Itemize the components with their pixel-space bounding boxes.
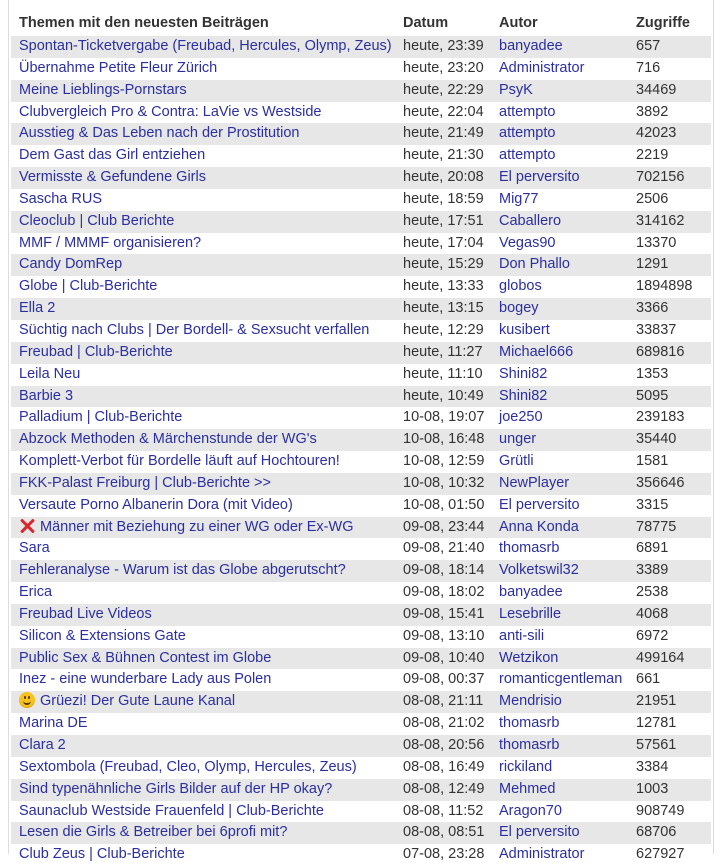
author-link[interactable]: anti-sili	[499, 627, 545, 644]
table-row	[11, 538, 711, 560]
views-cell: 716	[628, 58, 711, 80]
date-cell: 08-08, 20:56	[395, 735, 491, 757]
date-cell: heute, 23:39	[395, 36, 491, 58]
table-row	[11, 386, 711, 408]
topic-cell	[11, 582, 395, 604]
views-cell: 1894898	[628, 276, 711, 298]
author-link[interactable]: attempto	[499, 103, 556, 120]
author-cell	[491, 757, 628, 779]
date-cell: 09-08, 21:40	[395, 538, 491, 560]
author-link[interactable]: El perversito	[499, 169, 580, 186]
views-cell: 33837	[628, 320, 711, 342]
topic-link[interactable]: Globe | Club-Berichte	[19, 278, 158, 295]
topic-cell	[11, 648, 395, 670]
topic-cell	[11, 254, 395, 276]
author-cell	[491, 473, 628, 495]
table-row	[11, 779, 711, 801]
author-link[interactable]: thomasrb	[499, 715, 560, 732]
views-cell: 42023	[628, 123, 711, 145]
author-cell	[491, 691, 628, 713]
topic-cell	[11, 779, 395, 801]
table-row	[11, 429, 711, 451]
topic-cell	[11, 451, 395, 473]
author-link[interactable]: Lesebrille	[499, 605, 562, 622]
table-row	[11, 757, 711, 779]
views-cell: 2506	[628, 189, 711, 211]
topic-link[interactable]: Abzock Methoden & Märchenstunde der WG's	[19, 431, 317, 448]
table-row	[11, 691, 711, 713]
views-cell: 57561	[628, 735, 711, 757]
topic-cell	[11, 757, 395, 779]
table-row	[11, 582, 711, 604]
author-cell	[491, 669, 628, 691]
author-link[interactable]: unger	[499, 431, 537, 448]
views-cell: 78775	[628, 517, 711, 539]
views-cell: 499164	[628, 648, 711, 670]
author-link[interactable]: joe250	[499, 409, 543, 426]
date-cell: 08-08, 21:11	[395, 691, 491, 713]
author-cell	[491, 407, 628, 429]
author-link[interactable]: kusibert	[499, 321, 550, 338]
topic-cell	[11, 735, 395, 757]
topic-cell	[11, 822, 395, 844]
topic-link[interactable]: Inez - eine wunderbare Lady aus Polen	[19, 671, 272, 688]
date-cell: 08-08, 11:52	[395, 801, 491, 823]
author-cell	[491, 822, 628, 844]
date-cell: 10-08, 12:59	[395, 451, 491, 473]
author-link[interactable]: Anna Konda	[499, 518, 579, 535]
author-cell	[491, 517, 628, 539]
topic-link[interactable]: Freubad | Club-Berichte	[19, 343, 173, 360]
author-link[interactable]: El perversito	[499, 496, 580, 513]
date-cell: 10-08, 01:50	[395, 495, 491, 517]
topic-cell	[11, 691, 395, 713]
date-cell: 08-08, 21:02	[395, 713, 491, 735]
author-link[interactable]: globos	[499, 278, 542, 295]
views-cell: 5095	[628, 386, 711, 408]
topic-cell	[11, 473, 395, 495]
views-cell: 1003	[628, 779, 711, 801]
latest-topics-table	[11, 10, 711, 866]
header-date: Datum	[403, 15, 449, 31]
table-header-row	[11, 10, 711, 36]
table-row	[11, 407, 711, 429]
table-row	[11, 713, 711, 735]
author-cell	[491, 254, 628, 276]
topic-link[interactable]: Cleoclub | Club Berichte	[19, 212, 175, 229]
author-cell	[491, 145, 628, 167]
topic-link[interactable]: Clubvergleich Pro & Contra: LaVie vs Westside	[19, 103, 322, 120]
author-cell	[491, 58, 628, 80]
topic-cell	[11, 626, 395, 648]
views-cell: 702156	[628, 167, 711, 189]
date-cell: heute, 23:20	[395, 58, 491, 80]
author-cell	[491, 844, 628, 866]
views-cell: 68706	[628, 822, 711, 844]
date-cell: heute, 18:59	[395, 189, 491, 211]
topic-cell	[11, 102, 395, 124]
topic-link[interactable]: Männer mit Beziehung zu einer WG oder Ex-WG	[40, 518, 354, 535]
author-cell	[491, 801, 628, 823]
author-link[interactable]: Mehmed	[499, 780, 556, 797]
author-link[interactable]: El perversito	[499, 824, 580, 841]
author-link[interactable]: PsyK	[499, 81, 533, 98]
author-cell	[491, 735, 628, 757]
views-cell: 6891	[628, 538, 711, 560]
topic-link[interactable]: Süchtig nach Clubs | Der Bordell- & Sexsucht verfallen	[19, 321, 370, 338]
author-link[interactable]: Aragon70	[499, 802, 562, 819]
header-views: Zugriffe	[636, 15, 690, 31]
topic-link[interactable]: Komplett-Verbot für Bordelle läuft auf Hochtouren!	[19, 453, 340, 470]
topic-cell	[11, 145, 395, 167]
table-row	[11, 102, 711, 124]
topic-cell	[11, 604, 395, 626]
author-link[interactable]: Shini82	[499, 387, 548, 404]
topic-link[interactable]: Silicon & Extensions Gate	[19, 627, 186, 644]
author-link[interactable]: attempto	[499, 147, 556, 164]
topic-link[interactable]: Sara	[19, 540, 50, 557]
topic-link[interactable]: Leila Neu	[19, 365, 81, 382]
topic-link[interactable]: Clara 2	[19, 737, 66, 753]
views-cell: 314162	[628, 211, 711, 233]
date-cell: heute, 10:49	[395, 386, 491, 408]
author-link[interactable]: Administrator	[499, 846, 585, 863]
topic-link[interactable]: Vermisste & Gefundene Girls	[19, 169, 206, 186]
views-cell: 2219	[628, 145, 711, 167]
topic-link[interactable]: Sascha RUS	[19, 190, 103, 207]
table-row	[11, 626, 711, 648]
author-cell	[491, 36, 628, 58]
author-link[interactable]: thomasrb	[499, 737, 560, 753]
author-cell	[491, 211, 628, 233]
topic-link[interactable]: Marina DE	[19, 715, 88, 732]
topic-link[interactable]: Club Zeus | Club-Berichte	[19, 846, 185, 863]
views-cell: 6972	[628, 626, 711, 648]
topic-cell	[11, 189, 395, 211]
author-cell	[491, 167, 628, 189]
topic-link[interactable]: MMF / MMMF organisieren?	[19, 234, 202, 251]
author-link[interactable]: NewPlayer	[499, 474, 570, 491]
author-link[interactable]: bogey	[499, 300, 539, 317]
views-cell: 239183	[628, 407, 711, 429]
author-cell	[491, 604, 628, 626]
topic-link[interactable]: Erica	[19, 584, 53, 601]
author-link[interactable]: romanticgentleman	[499, 671, 623, 688]
topic-cell	[11, 80, 395, 102]
table-row	[11, 801, 711, 823]
author-cell	[491, 779, 628, 801]
views-cell: 657	[628, 36, 711, 58]
date-cell: 08-08, 16:49	[395, 757, 491, 779]
date-cell: heute, 21:49	[395, 123, 491, 145]
topic-link[interactable]: Dem Gast das Girl entziehen	[19, 147, 206, 164]
views-cell: 12781	[628, 713, 711, 735]
topic-link[interactable]: FKK-Palast Freiburg | Club-Berichte >>	[19, 474, 271, 491]
topic-cell	[11, 58, 395, 80]
table-row	[11, 844, 711, 866]
topic-cell	[11, 276, 395, 298]
topic-cell	[11, 407, 395, 429]
topic-cell	[11, 211, 395, 233]
topic-link[interactable]: Palladium | Club-Berichte	[19, 409, 183, 426]
date-cell: 09-08, 00:37	[395, 669, 491, 691]
date-cell: 09-08, 23:44	[395, 517, 491, 539]
date-cell: 09-08, 18:14	[395, 560, 491, 582]
author-link[interactable]: Shini82	[499, 365, 548, 382]
author-cell	[491, 451, 628, 473]
date-cell: 09-08, 18:02	[395, 582, 491, 604]
date-cell: 10-08, 10:32	[395, 473, 491, 495]
topic-cell	[11, 233, 395, 255]
author-link[interactable]: thomasrb	[499, 540, 560, 557]
author-link[interactable]: Volketswil32	[499, 562, 579, 579]
date-cell: heute, 22:29	[395, 80, 491, 102]
date-cell: heute, 15:29	[395, 254, 491, 276]
author-link[interactable]: Administrator	[499, 59, 585, 76]
topic-link[interactable]: Candy DomRep	[19, 256, 123, 273]
date-cell: heute, 17:04	[395, 233, 491, 255]
author-link[interactable]: Mig77	[499, 190, 539, 207]
author-link[interactable]: Caballero	[499, 212, 562, 229]
views-cell: 661	[628, 669, 711, 691]
smiley-icon	[19, 692, 35, 708]
table-row	[11, 80, 711, 102]
table-row	[11, 167, 711, 189]
date-cell: heute, 11:27	[395, 342, 491, 364]
table-row	[11, 254, 711, 276]
header-author: Autor	[499, 15, 538, 31]
table-row	[11, 495, 711, 517]
cross-mark-icon	[19, 518, 35, 534]
author-cell	[491, 560, 628, 582]
author-link[interactable]: attempto	[499, 125, 556, 142]
topic-cell	[11, 342, 395, 364]
table-row	[11, 364, 711, 386]
author-cell	[491, 495, 628, 517]
author-cell	[491, 298, 628, 320]
author-link[interactable]: Wetzikon	[499, 649, 559, 666]
topic-cell	[11, 386, 395, 408]
views-cell: 34469	[628, 80, 711, 102]
date-cell: 08-08, 12:49	[395, 779, 491, 801]
views-cell: 1291	[628, 254, 711, 276]
topic-link[interactable]: Ella 2	[19, 300, 56, 317]
topic-cell	[11, 320, 395, 342]
topic-cell	[11, 36, 395, 58]
views-cell: 13370	[628, 233, 711, 255]
views-cell: 1353	[628, 364, 711, 386]
table-row	[11, 822, 711, 844]
table-row	[11, 320, 711, 342]
topic-link[interactable]: Spontan-Ticketvergabe (Freubad, Hercules, Olymp, Zeus)	[19, 38, 392, 54]
author-link[interactable]: Don Phallo	[499, 256, 570, 273]
author-link[interactable]: Mendrisio	[499, 693, 562, 710]
views-cell: 3315	[628, 495, 711, 517]
author-link[interactable]: Vegas90	[499, 234, 556, 251]
table-row	[11, 211, 711, 233]
author-cell	[491, 582, 628, 604]
author-cell	[491, 386, 628, 408]
table-row	[11, 451, 711, 473]
views-cell: 689816	[628, 342, 711, 364]
author-link[interactable]: banyadee	[499, 584, 563, 601]
date-cell: 10-08, 16:48	[395, 429, 491, 451]
table-row	[11, 298, 711, 320]
table-row	[11, 517, 711, 539]
views-cell: 3366	[628, 298, 711, 320]
date-cell: 10-08, 19:07	[395, 407, 491, 429]
author-cell	[491, 102, 628, 124]
date-cell: heute, 12:29	[395, 320, 491, 342]
topic-cell	[11, 560, 395, 582]
table-row	[11, 233, 711, 255]
topic-link[interactable]: Übernahme Petite Fleur Zürich	[19, 59, 218, 76]
date-cell: heute, 13:33	[395, 276, 491, 298]
topic-link[interactable]: Lesen die Girls & Betreiber bei 6profi mit?	[19, 824, 288, 841]
date-cell: 07-08, 23:28	[395, 844, 491, 866]
topic-link[interactable]: Sextombola (Freubad, Cleo, Olymp, Hercules, Zeus)	[19, 758, 357, 775]
topic-cell	[11, 495, 395, 517]
views-cell: 2538	[628, 582, 711, 604]
author-cell	[491, 80, 628, 102]
date-cell: heute, 17:51	[395, 211, 491, 233]
table-row	[11, 189, 711, 211]
views-cell: 1581	[628, 451, 711, 473]
topic-cell	[11, 429, 395, 451]
table-row	[11, 560, 711, 582]
views-cell: 3389	[628, 560, 711, 582]
views-cell: 908749	[628, 801, 711, 823]
table-row	[11, 123, 711, 145]
views-cell: 3384	[628, 757, 711, 779]
date-cell: 09-08, 13:10	[395, 626, 491, 648]
topic-link[interactable]: Freubad Live Videos	[19, 605, 152, 622]
table-row	[11, 342, 711, 364]
topic-cell	[11, 844, 395, 866]
topic-link[interactable]: Ausstieg & Das Leben nach der Prostitution	[19, 125, 300, 142]
topic-link[interactable]: Sind typenähnliche Girls Bilder auf der HP okay?	[19, 780, 333, 797]
views-cell: 3892	[628, 102, 711, 124]
table-row	[11, 735, 711, 757]
date-cell: heute, 11:10	[395, 364, 491, 386]
views-cell: 627927	[628, 844, 711, 866]
date-cell: 08-08, 08:51	[395, 822, 491, 844]
author-cell	[491, 342, 628, 364]
topic-cell	[11, 517, 395, 539]
topic-cell	[11, 298, 395, 320]
table-row	[11, 58, 711, 80]
topic-link[interactable]: Barbie 3	[19, 387, 74, 404]
date-cell: heute, 20:08	[395, 167, 491, 189]
topic-cell	[11, 669, 395, 691]
table-row	[11, 604, 711, 626]
author-cell	[491, 364, 628, 386]
author-cell	[491, 320, 628, 342]
views-cell: 4068	[628, 604, 711, 626]
date-cell: heute, 22:04	[395, 102, 491, 124]
views-cell: 356646	[628, 473, 711, 495]
author-cell	[491, 276, 628, 298]
header-title: Themen mit den neuesten Beiträgen	[19, 15, 269, 31]
author-link[interactable]: banyadee	[499, 38, 563, 54]
topic-link[interactable]: Meine Lieblings-Pornstars	[19, 81, 187, 98]
topic-cell	[11, 801, 395, 823]
topic-link[interactable]: Saunaclub Westside Frauenfeld | Club-Berichte	[19, 802, 324, 819]
table-row	[11, 669, 711, 691]
author-cell	[491, 123, 628, 145]
topic-link[interactable]: Versaute Porno Albanerin Dora (mit Video)	[19, 496, 293, 513]
table-row	[11, 145, 711, 167]
views-cell: 21951	[628, 691, 711, 713]
author-link[interactable]: rickiland	[499, 758, 553, 775]
table-row	[11, 276, 711, 298]
topic-cell	[11, 123, 395, 145]
topic-cell	[11, 538, 395, 560]
topic-link[interactable]: Public Sex & Bühnen Contest im Globe	[19, 649, 272, 666]
table-row	[11, 36, 711, 58]
date-cell: heute, 21:30	[395, 145, 491, 167]
topic-cell	[11, 167, 395, 189]
date-cell: 09-08, 10:40	[395, 648, 491, 670]
author-cell	[491, 233, 628, 255]
topic-cell	[11, 713, 395, 735]
topic-link[interactable]: Grüezi! Der Gute Laune Kanal	[40, 693, 236, 710]
date-cell: heute, 13:15	[395, 298, 491, 320]
topic-link[interactable]: Fehleranalyse - Warum ist das Globe abgerutscht?	[19, 562, 346, 579]
author-link[interactable]: Grütli	[499, 453, 534, 470]
table-row	[11, 648, 711, 670]
table-row	[11, 473, 711, 495]
author-cell	[491, 429, 628, 451]
author-cell	[491, 538, 628, 560]
topic-cell	[11, 364, 395, 386]
author-link[interactable]: Michael666	[499, 343, 574, 360]
author-cell	[491, 648, 628, 670]
date-cell: 09-08, 15:41	[395, 604, 491, 626]
views-cell: 35440	[628, 429, 711, 451]
author-cell	[491, 626, 628, 648]
author-cell	[491, 713, 628, 735]
author-cell	[491, 189, 628, 211]
latest-topics-panel	[8, 0, 714, 863]
